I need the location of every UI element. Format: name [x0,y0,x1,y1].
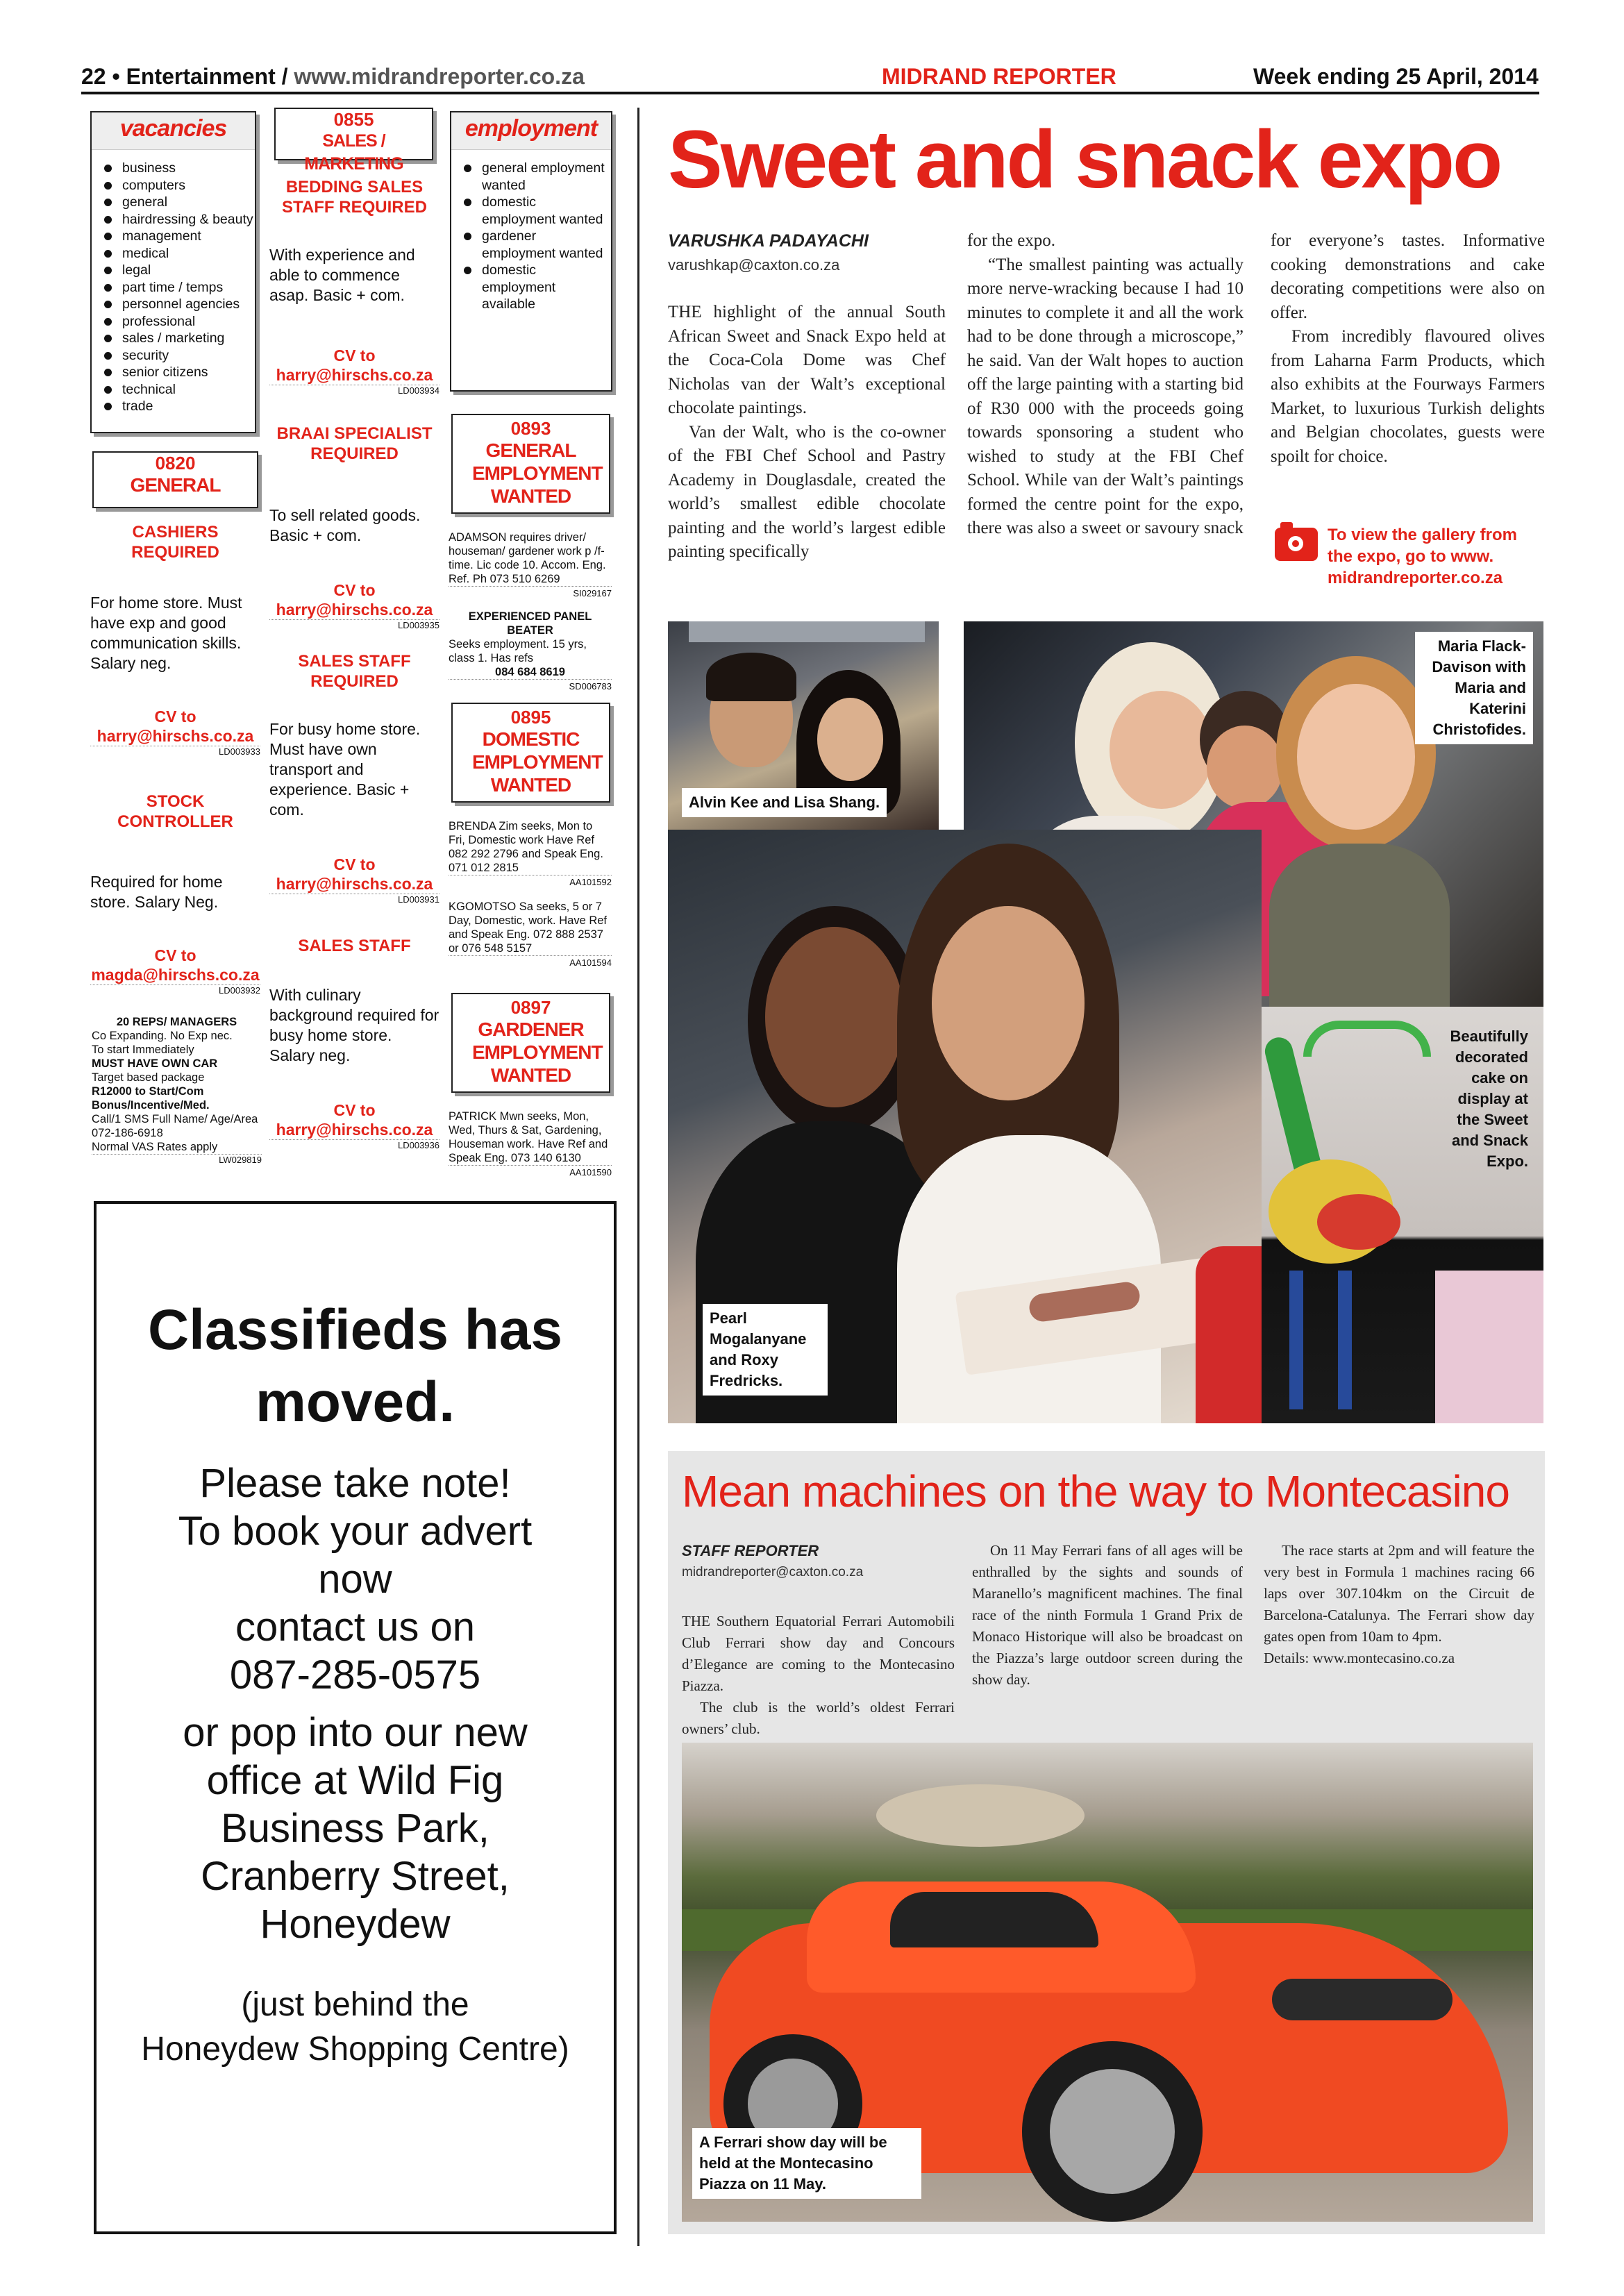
photo-alvin-lisa [668,621,939,830]
vacancies-index [90,111,256,433]
ad-patrick: PATRICK Mwn seeks, Mon, Wed, Thurs & Sat, Gardening, Houseman work. Have Ref and Speak Eng. 073 140 6130 AA101590 [449,1109,612,1180]
vacancies-index-item[interactable]: hairdressing & beauty [104,211,255,228]
byline-email[interactable]: varushkap@caxton.co.za [668,255,840,274]
article2-title: Mean machines on the way to Montecasino [682,1466,1509,1516]
employment-index-item[interactable]: domestic employment available [464,262,611,313]
masthead-name: MIDRAND REPORTER [882,64,1116,89]
gallery-link[interactable]: To view the gallery from the expo, go to www. midrandreporter.co.za [1328,526,1517,587]
article2-col-3: The race starts at 2pm and will feature the very best in Formula 1 machines racing 66 laps over 307.104km on the Circuit de Barcelona-Catalunya. The Ferrari show day gates open from 10am to 4pm. Details: www.montecasino.co.za [1264,1540,1534,1669]
article-col-1: VARUSHKA PADAYACHI varushkap@caxton.co.za THE highlight of the annual South African Sweet and Snack Expo held at the Coca-Cola Dome was Chef Nicholas van der Walt’s exceptional chocolate paintings. Van der Walt, who is the co-owner of the FBI Chef School and Pastry Academy in Douglasdale, created the world’s smallest edible chocolate painting and the world’s largest edible painting specifically [668,229,946,564]
article-col-2: for the expo. “The smallest painting was actually more nerve-wracking because I had 10 minutes to complete it and all the work had to be done through a microscope,” he said. Van der Walt hopes to auction off the large painting with a starting bid of R30 000 with the proceeds going towards sponsoring a student who wished to study at the FBI Chef School. While van der Walt’s paintings formed the centre point for the expo, there was also a sweet or savoury snack [967,231,1244,537]
employment-index-item[interactable]: general employment wanted [464,160,611,194]
site-link[interactable]: www.midrandreporter.co.za [294,64,585,89]
ad-reps-managers: 20 REPS/ MANAGERS Co Expanding. No Exp nec. To start Immediately MUST HAVE OWN CAR Target based package R12000 to Start/Com Bonus/Incentive/Med. Call/1 SMS Full Name/ Age/Area 072-186-6918 Normal VAS Rates apply LW029819 [92,1016,262,1165]
ad-adamson: ADAMSON requires driver/ houseman/ gardener work p /f-time. Lic code 10. Accom. Eng. Ref. Ph 073 510 6269 SI029167 [449,530,612,601]
article-col-3: for everyone’s tastes. Informative cooking demonstrations and cake decorating competitions were also on offer. From incredibly flavoured olives from Laharna Farm Products, which also exhibits at the Fourways Farmers Market, to luxurious Turkish delights and Belgian chocolates, guests were spoilt for choice. [1271,231,1545,466]
employment-index-item[interactable]: gardener employment wanted [464,228,611,262]
photo-decorated-cake [1262,1007,1543,1423]
byline-email[interactable]: midrandreporter@caxton.co.za [682,1565,864,1579]
article2-col-1: STAFF REPORTER midrandreporter@caxton.co.za THE Southern Equatorial Ferrari Automobili Club Ferrari show day and Concours d’Elegance are coming to the Montecasino Piazza. The club is the world’s oldest Ferrari owners’ club. [682,1540,955,1740]
ad-braai-specialist: BRAAI SPECIALIST REQUIRED To sell related goods. Basic + com. CV to harry@hirschs.co.za LD003935 [269,424,440,630]
ad-panel-beater: EXPERIENCED PANEL BEATER Seeks employment. 15 yrs, class 1. Has refs 084 684 8619 SD006783 [449,610,612,694]
vacancies-index-item[interactable]: part time / temps [104,279,255,296]
ad-email-link[interactable]: magda@hirschs.co.za [91,966,260,984]
ad-email-link[interactable]: harry@hirschs.co.za [97,727,254,745]
vacancies-title: vacancies [92,112,255,150]
notice-phone[interactable]: 087-285-0575 [229,1652,481,1698]
category-0820: 0820 GENERAL [92,451,258,508]
caption: Maria Flack-Davison with Maria and Katerini Christofides. [1415,632,1533,744]
ad-email-link[interactable]: harry@hirschs.co.za [276,601,433,619]
ad-email-link[interactable]: harry@hirschs.co.za [276,366,433,384]
vacancies-index-item[interactable]: business [104,160,255,177]
employment-title: employment [451,112,611,150]
byline: VARUSHKA PADAYACHI [668,231,869,251]
details-link[interactable]: Details: www.montecasino.co.za [1264,1650,1455,1666]
photo-ferrari [682,1743,1533,2222]
caption: Alvin Kee and Lisa Shang. [682,788,887,817]
vacancies-index-item[interactable]: technical [104,381,255,399]
vacancies-index-item[interactable]: professional [104,313,255,330]
column-divider [637,108,639,2246]
caption: A Ferrari show day will be held at the Montecasino Piazza on 11 May. [692,2128,921,2199]
employment-index [450,111,612,392]
ad-email-link[interactable]: harry@hirschs.co.za [276,875,433,893]
ad-stock-controller: STOCK CONTROLLER Required for home store. Salary Neg. CV to magda@hirschs.co.za LD003932 [90,792,260,996]
article2-col-2: On 11 May Ferrari fans of all ages will be enthralled by the sights and sounds of Maranello’s magnificent machines. The final race of the ninth Formula 1 Grand Prix de Monaco Historique will also be broadcast on the Piazza’s large outdoor screen during the show day. [972,1542,1243,1688]
ad-sales-staff-culinary: SALES STAFF With culinary background required for busy home store. Salary neg. CV to harry@hirschs.co.za LD003936 [269,937,440,1150]
category-0895: 0895 DOMESTIC EMPLOYMENT WANTED [451,703,610,803]
employment-list [451,150,611,313]
category-0855: 0855 SALES / MARKETING [274,108,433,160]
camera-icon [1275,528,1318,561]
ad-bedding-sales: BEDDING SALES STAFF REQUIRED With experience and able to commence asap. Basic + com. CV to harry@hirschs.co.za LD003934 [269,178,440,396]
vacancies-list [92,150,255,415]
caption: Pearl Mogalanyane and Roxy Fredricks. [703,1304,828,1396]
issue-date: Week ending 25 April, 2014 [1253,64,1539,89]
category-0893: 0893 GENERAL EMPLOYMENT WANTED [451,414,610,514]
ad-email-link[interactable]: harry@hirschs.co.za [276,1121,433,1139]
employment-index-item[interactable]: domestic employment wanted [464,194,611,228]
vacancies-index-item[interactable]: personnel agencies [104,296,255,313]
article-title: Sweet and snack expo [668,114,1501,206]
vacancies-index-item[interactable]: computers [104,177,255,194]
vacancies-index-item[interactable]: management [104,228,255,245]
vacancies-index-item[interactable]: sales / marketing [104,330,255,347]
category-0897: 0897 GARDENER EMPLOYMENT WANTED [451,993,610,1093]
page-folio: 22 • Entertainment / www.midrandreporter.co.za [81,64,585,89]
vacancies-index-item[interactable]: general [104,194,255,211]
ad-cashiers: CASHIERS REQUIRED For home store. Must have exp and good communication skills. Salary neg. CV to harry@hirschs.co.za LD003933 [90,523,260,757]
classifieds-moved-notice: Classifieds has moved. Please take note! To book your advert now contact us on 087-285-0575 or pop into our new office at Wild Fig Business Park, Cranberry Street, Honeydew (just behind the Honeydew Shopping Centre) [94,1201,617,2234]
vacancies-index-item[interactable]: legal [104,262,255,279]
vacancies-index-item[interactable]: trade [104,398,255,415]
photo-pearl-roxy [668,830,1262,1423]
vacancies-index-item[interactable]: medical [104,245,255,262]
header-rule [81,92,1539,94]
byline: STAFF REPORTER [682,1542,819,1559]
ad-kgomotso: KGOMOTSO Sa seeks, 5 or 7 Day, Domestic, work. Have Ref and Speak Eng. 072 888 2537 or 076 548 5157 AA101594 [449,900,612,970]
vacancies-index-item[interactable]: senior citizens [104,364,255,381]
ad-brenda: BRENDA Zim seeks, Mon to Fri, Domestic work Have Ref 082 292 2796 and Speak Eng. 071 012 2815 AA101592 [449,819,612,889]
ad-sales-staff-required: SALES STAFF REQUIRED For busy home store. Must have own transport and experience. Basic + com. CV to harry@hirschs.co.za LD003931 [269,652,440,905]
vacancies-index-item[interactable]: security [104,347,255,364]
caption: Beautifully decorated cake on display at the Sweet and Snack Expo. [1450,1028,1528,1170]
